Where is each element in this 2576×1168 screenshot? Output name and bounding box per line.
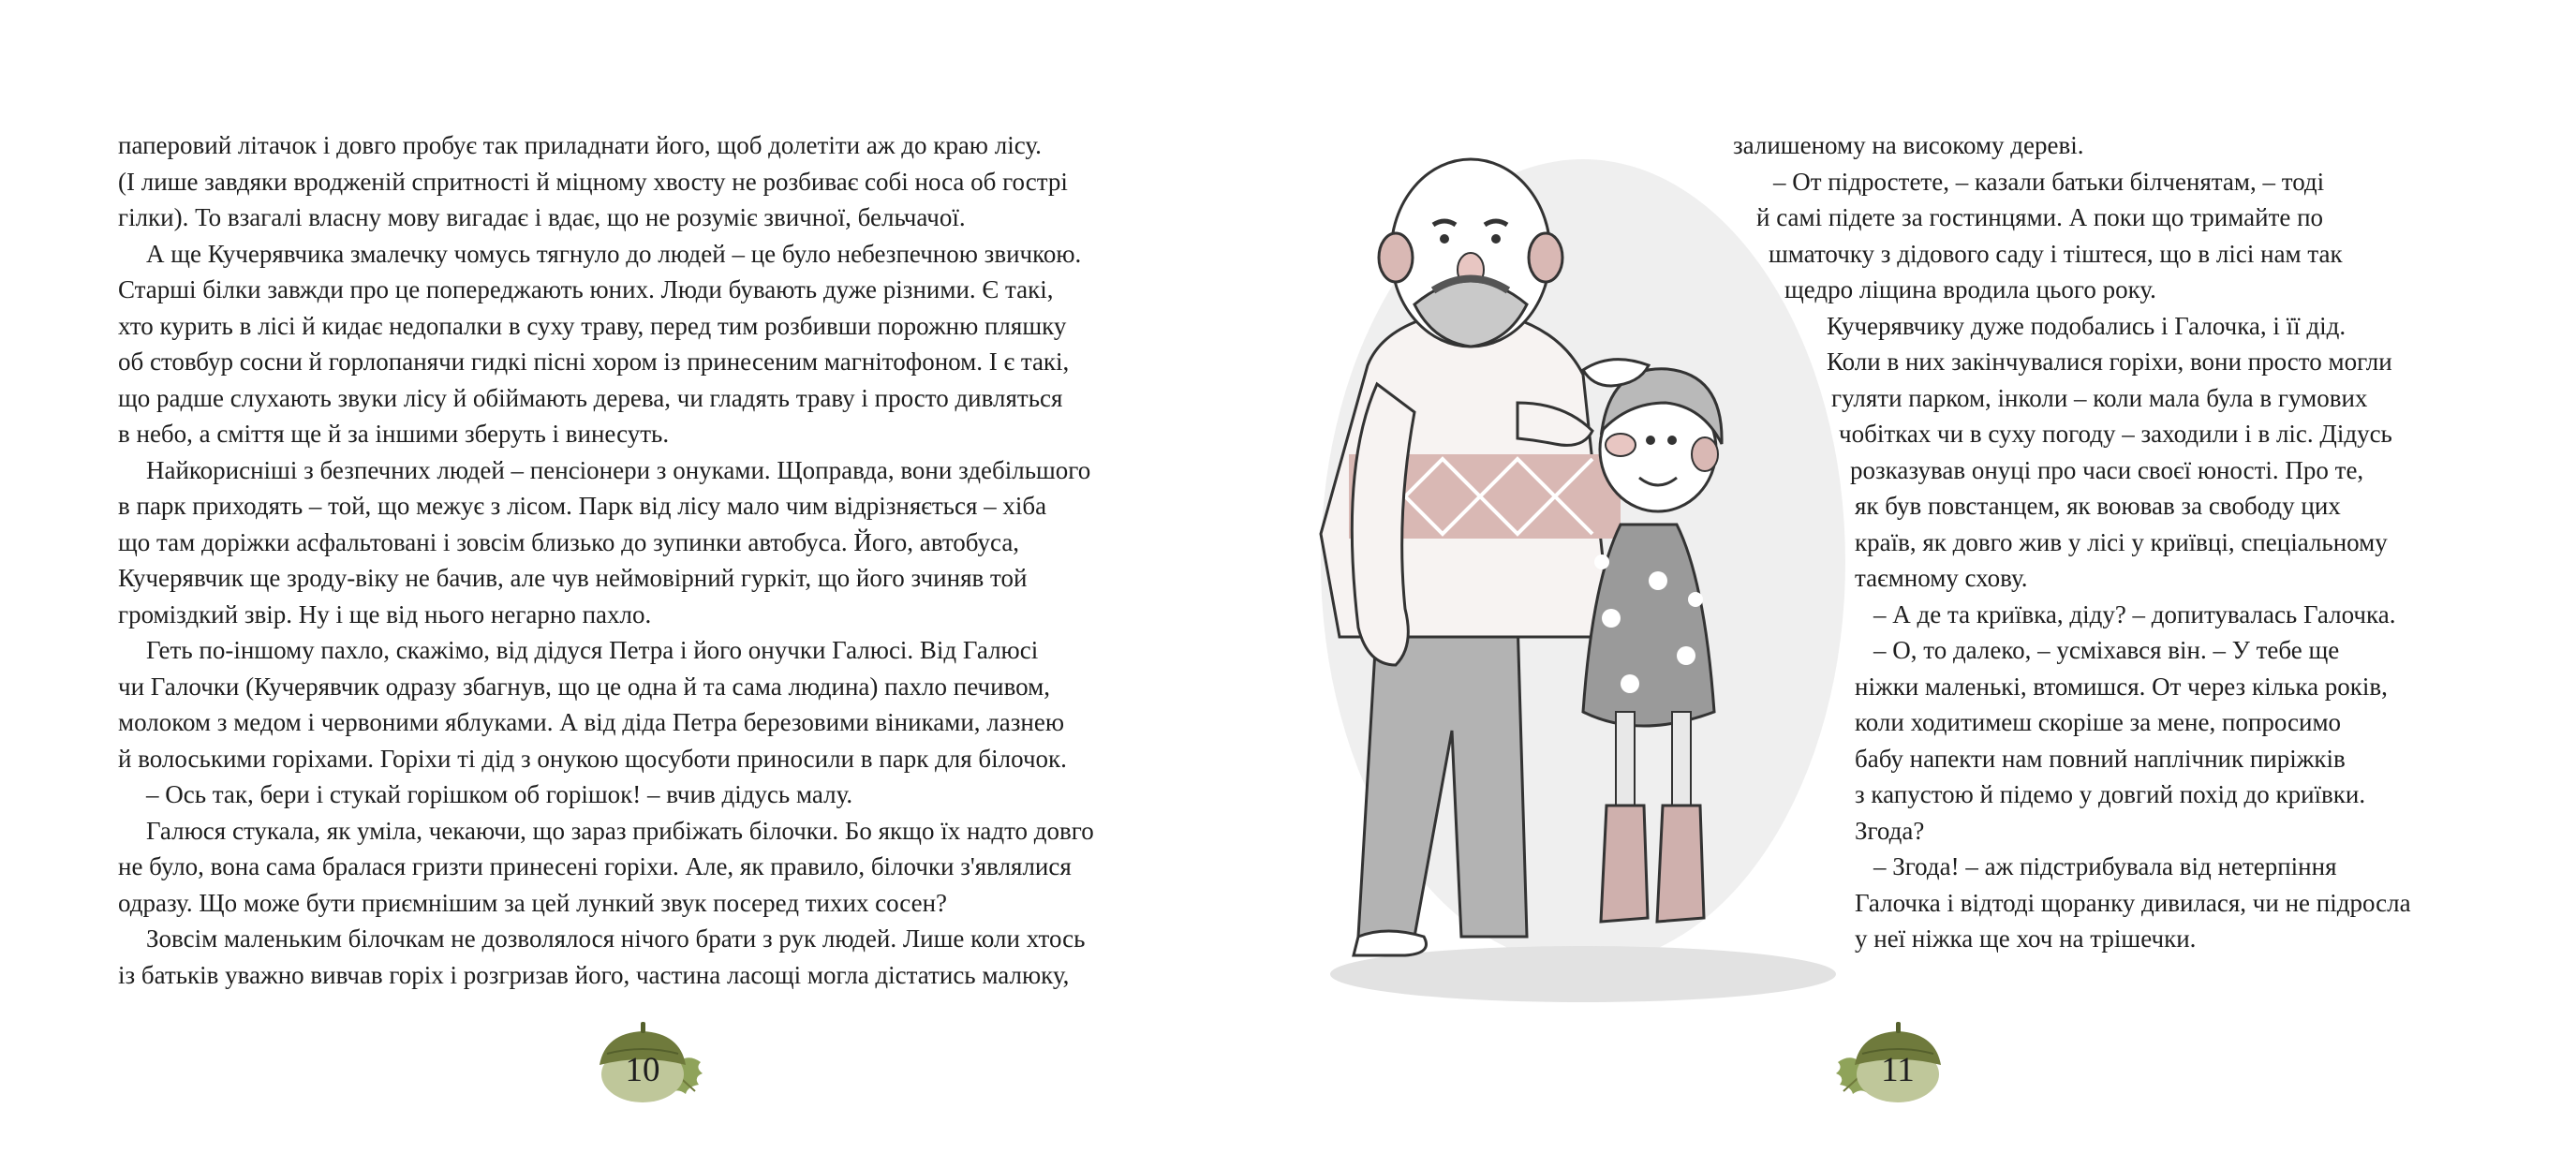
text-line: щедро ліщина вродила цього року. bbox=[1784, 275, 2156, 303]
text-line: Кучерявчик ще зроду-віку не бачив, але чув неймовірний гуркіт, що його зчиняв той bbox=[118, 564, 1028, 592]
text-line: (І лише завдяки вродженій спритності й міцному хвосту не розбиває собі носа об гострі bbox=[118, 167, 1068, 196]
text-line: шматочку з дідового саду і тіштеся, що в лісі нам так bbox=[1769, 239, 2343, 268]
text-line: з капустою й підемо у довгий похід до криївки. bbox=[1855, 780, 2366, 808]
text-line: й самі підете за гостинцями. А поки що тримайте по bbox=[1756, 203, 2324, 231]
text-line: в небо, а сміття ще й за іншими зберуть і винесуть. bbox=[118, 420, 670, 448]
text-line: Галочка і відтоді щоранку дивилася, чи не підросла bbox=[1855, 888, 2411, 917]
left-page-text bbox=[118, 127, 1094, 993]
text-line: одразу. Що може бути приємнішим за цей лункий звук посеред тихих сосен? bbox=[118, 888, 948, 917]
text-line: розказував онуці про часи своєї юності. Про те, bbox=[1850, 455, 2364, 484]
text-line: гуляти парком, інколи – коли мала була в гумових bbox=[1831, 383, 2368, 412]
text-line: – О, то далеко, – усміхався він. – У тебе ще bbox=[1873, 636, 2340, 664]
text-line: Найкорисніші з безпечних людей – пенсіонери з онуками. Щоправда, вони здебільшого bbox=[146, 455, 1091, 484]
text-line: ніжки маленькі, втомишся. От через кілька років, bbox=[1855, 672, 2388, 701]
page-number-badge bbox=[1817, 1016, 1976, 1110]
text-line: хто курить в лісі й кидає недопалки в суху траву, перед тим розбивши порожню пляшку bbox=[118, 311, 1067, 340]
text-line: Кучерявчику дуже подобались і Галочка, і її дід. bbox=[1827, 311, 2347, 340]
text-line: – Ось так, бери і стукай горішком об горішок! – вчив дідусь малу. bbox=[146, 780, 853, 808]
text-line: громіздкий звір. Ну і ще від нього негарно пахло. bbox=[118, 599, 652, 628]
text-line: із батьків уважно вивчав горіх і розгризав його, частина ласощі могла дістатись малюку, bbox=[118, 960, 1070, 989]
text-line: Зовсім маленьким білочкам не дозволялося нічого брати з рук людей. Лише коли хтось bbox=[146, 924, 1086, 953]
text-line: Старші білки завжди про це попереджають юних. Люди бувають дуже різними. Є такі, bbox=[118, 275, 1054, 303]
text-line: А ще Кучерявчика змалечку чомусь тягнуло до людей – це було небезпечною звичкою. bbox=[146, 239, 1082, 268]
text-line: Галюся стукала, як уміла, чекаючи, що зараз прибіжать білочки. Бо якщо їх надто довго bbox=[146, 816, 1094, 845]
text-line: в парк приходять – той, що межує з лісом. Парк від лісу мало чим відрізняється – хіба bbox=[118, 492, 1047, 520]
text-line: країв, як довго жив у лісі у криївці, спеціальному bbox=[1855, 527, 2388, 556]
text-line: чобітках чи в суху погоду – заходили і в ліс. Дідусь bbox=[1839, 420, 2392, 448]
text-line: – Згода! – аж підстрибувала від нетерпіння bbox=[1873, 852, 2337, 880]
page-number: 11 bbox=[1881, 1051, 1915, 1089]
text-line: що радше слухають звуки лісу й обіймають дерева, чи гладять траву і просто дивляться bbox=[118, 383, 1063, 412]
text-line: й волоськими горіхами. Горіхи ті дід з онукою щосуботи приносили в парк для білочок. bbox=[118, 744, 1067, 773]
text-line: у неї ніжка ще хоч на трішечки. bbox=[1855, 924, 2197, 953]
text-line: таємному схову. bbox=[1855, 564, 2028, 592]
text-line: гілки). То взагалі власну мову вигадає і вдає, що не розуміє звичної, бельчачої. bbox=[118, 203, 966, 231]
text-line: бабу напекти нам повний наплічник пиріжків bbox=[1855, 744, 2346, 773]
text-line: об стовбур сосни й горлопанячи гидкі пісні хором із принесеним магнітофоном. І є такі, bbox=[118, 347, 1070, 376]
page-number-badge bbox=[562, 1016, 721, 1110]
page-number: 10 bbox=[625, 1051, 660, 1089]
text-line: – А де та криївка, діду? – допитувалась Галочка. bbox=[1873, 599, 2396, 628]
text-line: Геть по-іншому пахло, скажімо, від дідуся Петра і його онучки Галюсі. Від Галюсі bbox=[146, 636, 1039, 664]
text-line: не було, вона сама бралася гризти принесені горіхи. Але, як правило, білочки з'являлися bbox=[118, 852, 1072, 880]
text-line: молоком з медом і червоними яблуками. А від діда Петра березовими віниками, лазнею bbox=[118, 708, 1065, 736]
text-line: як був повстанцем, як воював за свободу цих bbox=[1855, 492, 2341, 520]
text-line: що там доріжки асфальтовані і зовсім близько до зупинки автобуса. Його, автобуса, bbox=[118, 527, 1020, 556]
text-line: чи Галочки (Кучерявчик одразу збагнув, що це одна й та сама людина) пахло печивом, bbox=[118, 672, 1050, 701]
text-line: паперовий літачок і довго пробує так приладнати його, щоб долетіти аж до краю лісу. bbox=[118, 131, 1042, 159]
text-line: коли ходитимеш скоріше за мене, попросимо bbox=[1855, 708, 2342, 736]
right-page-text bbox=[1288, 127, 2411, 957]
right-page bbox=[1288, 0, 2576, 1168]
text-line: – От підростете, – казали батьки білченятам, – тоді bbox=[1773, 167, 2325, 196]
text-line: Згода? bbox=[1855, 816, 1925, 845]
text-line: Коли в них закінчувалися горіхи, вони просто могли bbox=[1827, 347, 2392, 376]
text-line: залишеному на високому дереві. bbox=[1733, 131, 2084, 159]
